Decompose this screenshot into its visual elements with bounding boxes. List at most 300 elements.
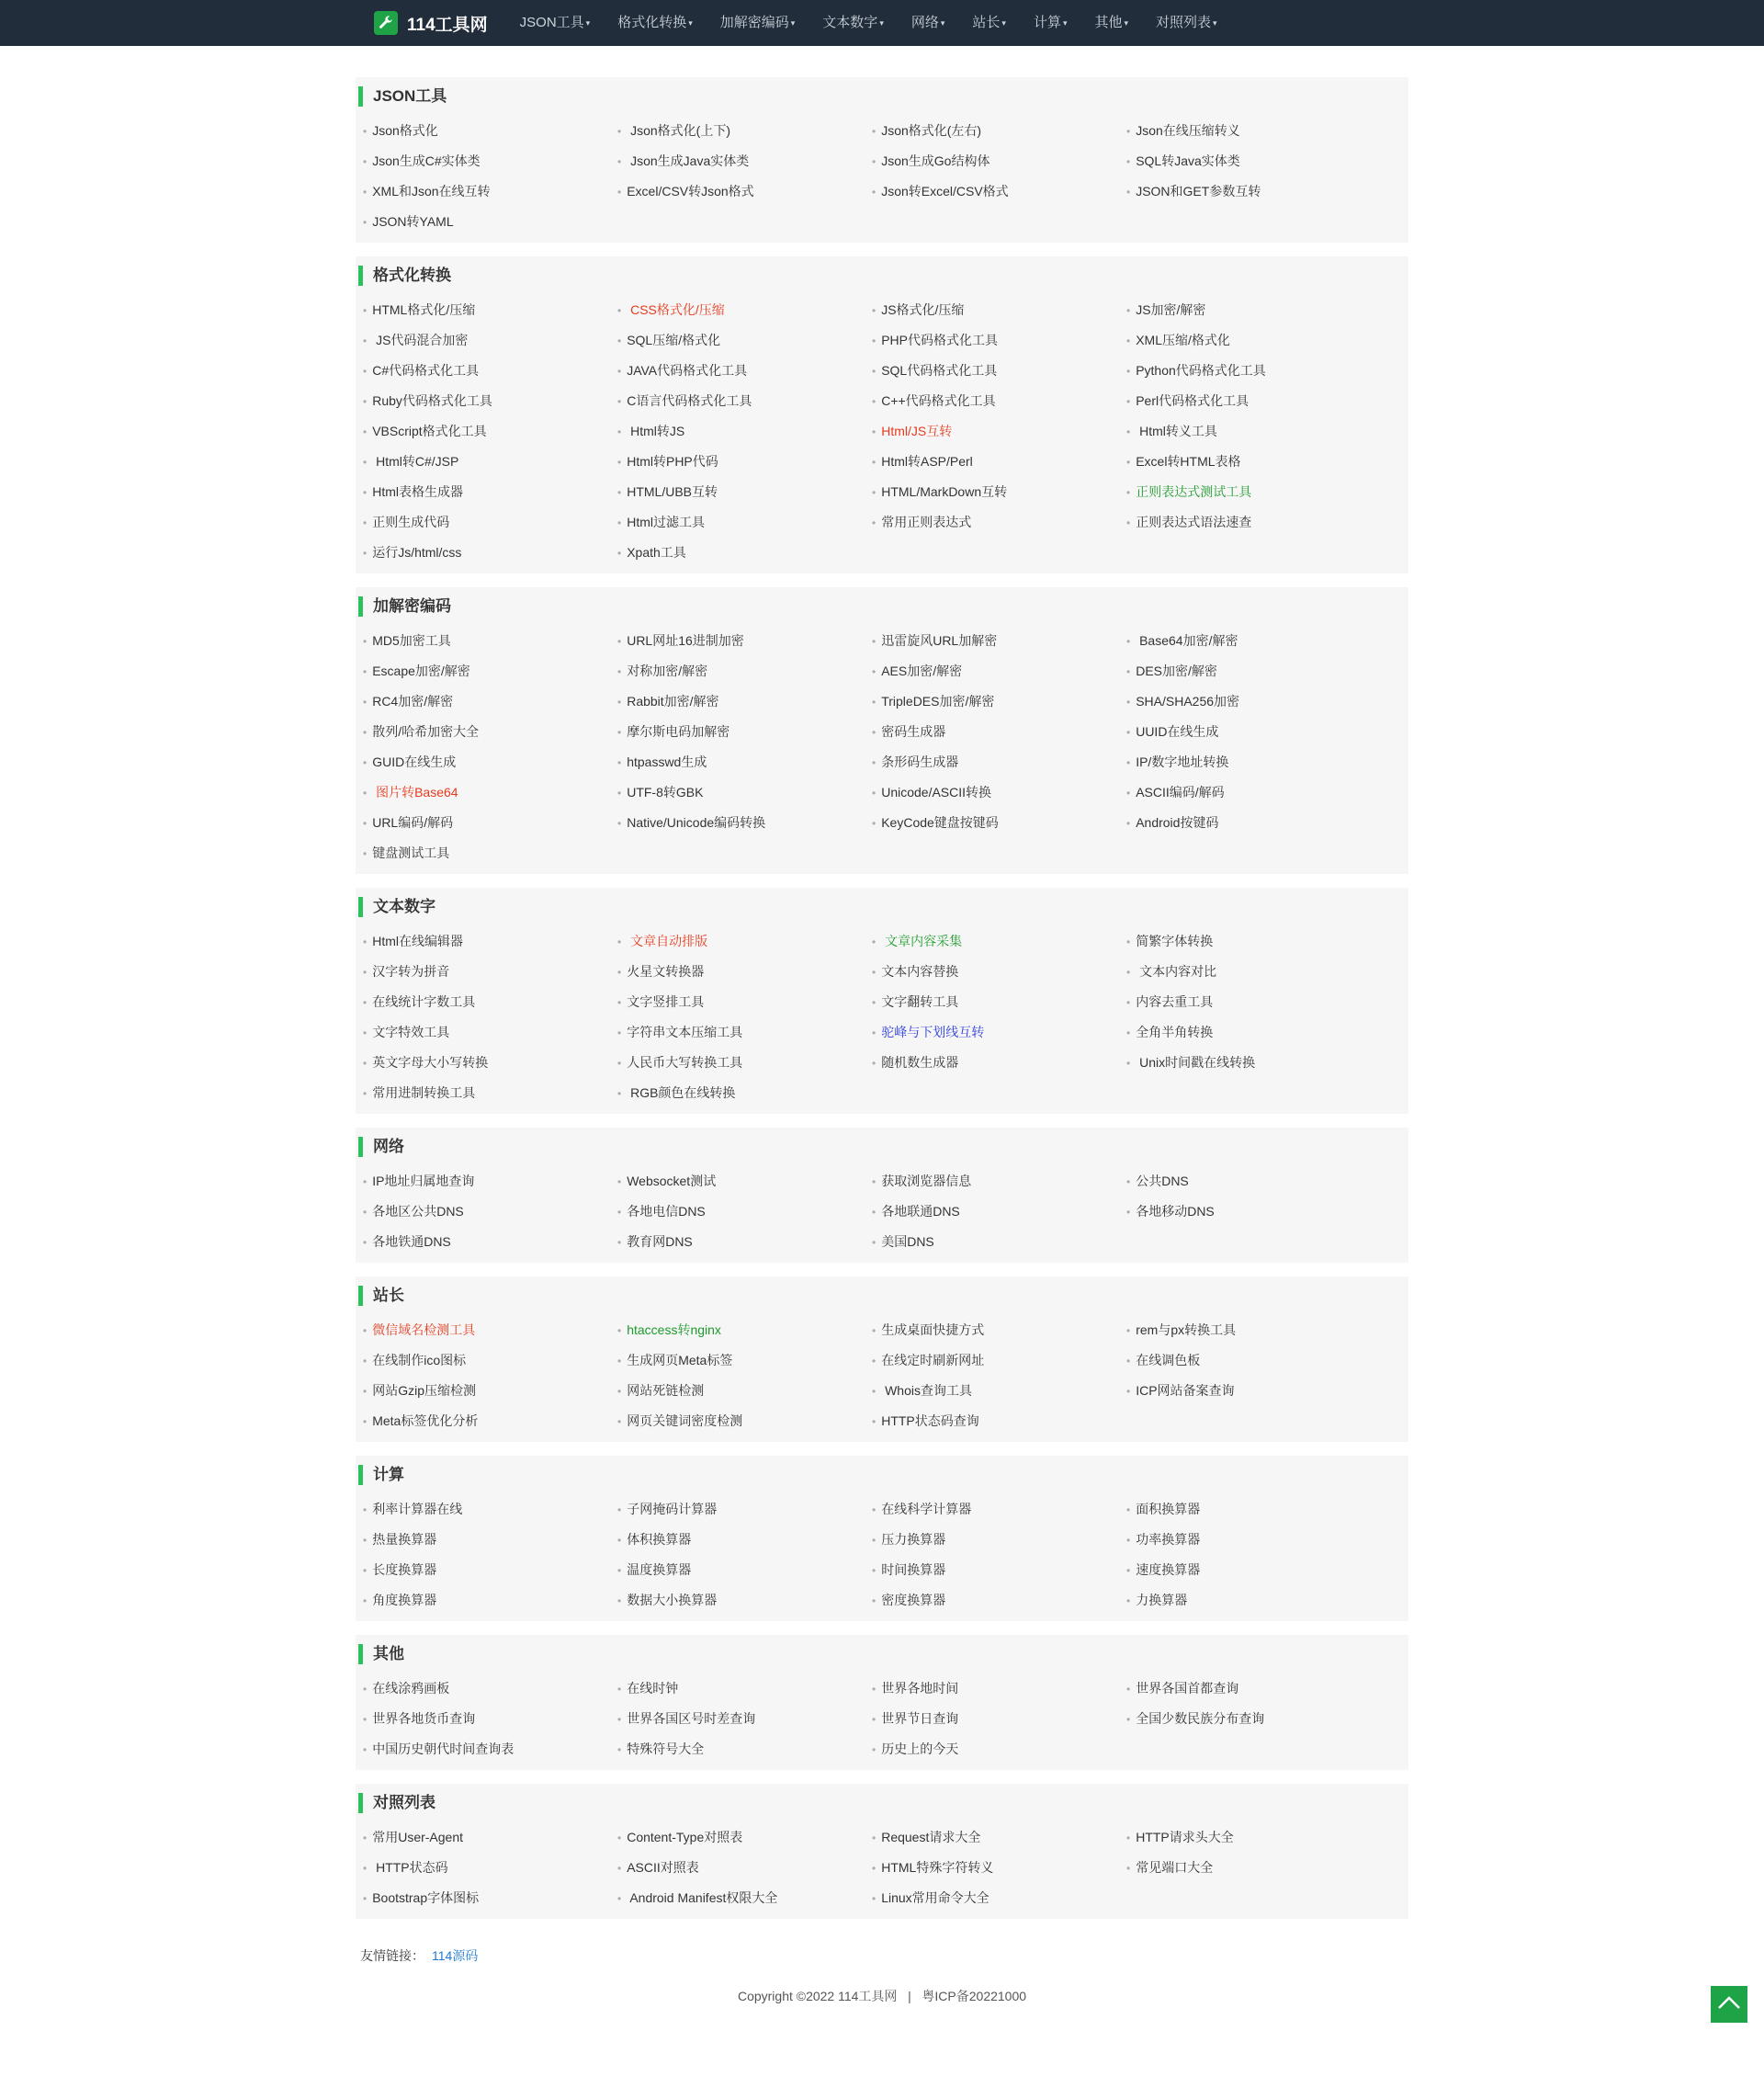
tool-link-label: 随机数生成器 bbox=[881, 1055, 959, 1070]
bullet-icon: • bbox=[617, 696, 622, 709]
tool-link[interactable] bbox=[617, 808, 872, 838]
tool-link[interactable] bbox=[872, 926, 1126, 957]
tool-link[interactable] bbox=[617, 116, 872, 146]
bullet-icon: • bbox=[872, 1564, 876, 1577]
tool-link-label: 生成网页Meta标签 bbox=[627, 1353, 733, 1367]
tool-link[interactable] bbox=[363, 1078, 617, 1108]
bullet-icon: • bbox=[617, 966, 622, 979]
bullet-icon: • bbox=[872, 996, 876, 1009]
tool-link[interactable] bbox=[1126, 507, 1381, 538]
tool-link-list bbox=[356, 626, 1408, 868]
tool-link-label: Html转ASP/Perl bbox=[881, 454, 973, 469]
tool-link[interactable] bbox=[363, 626, 617, 656]
tool-link[interactable] bbox=[363, 1704, 617, 1734]
tool-link[interactable] bbox=[872, 1048, 1126, 1078]
tool-link[interactable] bbox=[1126, 356, 1381, 386]
tool-link[interactable] bbox=[363, 987, 617, 1017]
tool-section bbox=[356, 77, 1408, 243]
tool-link[interactable] bbox=[617, 1525, 872, 1555]
tool-link[interactable] bbox=[617, 1494, 872, 1525]
tool-link-label: 面积换算器 bbox=[1136, 1502, 1201, 1516]
tool-link[interactable] bbox=[872, 1585, 1126, 1616]
tool-link[interactable] bbox=[617, 987, 872, 1017]
section-title: JSON工具 bbox=[358, 86, 1408, 107]
tool-link-label: 长度换算器 bbox=[372, 1562, 437, 1577]
tool-link-label: Json转Excel/CSV格式 bbox=[881, 184, 1009, 199]
tool-section bbox=[356, 1456, 1408, 1621]
nav-item[interactable] bbox=[506, 0, 605, 46]
tool-link[interactable] bbox=[872, 1704, 1126, 1734]
bullet-icon: • bbox=[872, 1892, 876, 1905]
tool-link[interactable] bbox=[1126, 1704, 1381, 1734]
tool-link[interactable] bbox=[363, 1315, 617, 1345]
bullet-icon: • bbox=[1126, 1683, 1131, 1696]
tool-link[interactable] bbox=[363, 477, 617, 507]
tool-link[interactable] bbox=[1126, 416, 1381, 447]
tool-link[interactable] bbox=[617, 538, 872, 568]
tool-link[interactable] bbox=[363, 1822, 617, 1853]
bullet-icon: • bbox=[872, 1057, 876, 1070]
tool-link[interactable] bbox=[363, 1673, 617, 1704]
tool-link-label: 各地移动DNS bbox=[1136, 1204, 1215, 1219]
tool-link[interactable] bbox=[617, 386, 872, 416]
tool-link[interactable] bbox=[617, 1673, 872, 1704]
tool-link[interactable] bbox=[363, 116, 617, 146]
bullet-icon: • bbox=[617, 395, 622, 408]
tool-link-label: RC4加密/解密 bbox=[372, 694, 454, 709]
tool-link[interactable] bbox=[617, 1376, 872, 1406]
tool-link[interactable] bbox=[1126, 1525, 1381, 1555]
bullet-icon: • bbox=[1126, 817, 1131, 830]
tool-link[interactable] bbox=[872, 507, 1126, 538]
tool-link-label: Json格式化(左右) bbox=[881, 123, 982, 138]
tool-link-label: Android按键码 bbox=[1136, 815, 1219, 830]
tool-link[interactable] bbox=[1126, 1166, 1381, 1197]
tool-link[interactable] bbox=[1126, 477, 1381, 507]
bullet-icon: • bbox=[1126, 1713, 1131, 1726]
tool-link[interactable] bbox=[617, 356, 872, 386]
tool-section bbox=[356, 1128, 1408, 1263]
tool-link[interactable] bbox=[1126, 1853, 1381, 1883]
tool-link[interactable] bbox=[872, 1853, 1126, 1883]
tool-link[interactable] bbox=[617, 507, 872, 538]
bullet-icon: • bbox=[872, 186, 876, 199]
nav-item[interactable] bbox=[898, 0, 959, 46]
tool-link[interactable] bbox=[617, 1734, 872, 1764]
tool-link[interactable] bbox=[363, 447, 617, 477]
tool-link[interactable] bbox=[363, 176, 617, 207]
friend-link[interactable]: 114源码 bbox=[432, 1948, 479, 1963]
tool-link[interactable] bbox=[1126, 325, 1381, 356]
caret-down-icon: ▾ bbox=[1124, 18, 1129, 28]
tool-link[interactable] bbox=[872, 146, 1126, 176]
tool-link[interactable] bbox=[617, 1555, 872, 1585]
tool-link[interactable] bbox=[363, 295, 617, 325]
nav-item-label: JSON工具 bbox=[519, 14, 584, 30]
tool-link[interactable] bbox=[363, 1734, 617, 1764]
bullet-icon: • bbox=[617, 726, 622, 739]
bullet-icon: • bbox=[872, 726, 876, 739]
tool-link[interactable] bbox=[872, 416, 1126, 447]
tool-link-label: 英文字母大小写转换 bbox=[372, 1055, 489, 1070]
tool-section bbox=[356, 1784, 1408, 1919]
tool-link[interactable] bbox=[1126, 747, 1381, 777]
bullet-icon: • bbox=[872, 1503, 876, 1516]
bullet-icon: • bbox=[363, 1415, 368, 1428]
tool-link[interactable] bbox=[872, 1494, 1126, 1525]
nav-item[interactable] bbox=[1020, 0, 1081, 46]
tool-link[interactable] bbox=[1126, 1376, 1381, 1406]
tool-link-label: 各地铁通DNS bbox=[372, 1234, 451, 1249]
tool-link[interactable] bbox=[1126, 656, 1381, 686]
bullet-icon: • bbox=[617, 817, 622, 830]
bullet-icon: • bbox=[872, 335, 876, 347]
bullet-icon: • bbox=[617, 547, 622, 560]
bullet-icon: • bbox=[363, 365, 368, 378]
tool-link[interactable] bbox=[617, 447, 872, 477]
tool-link[interactable] bbox=[363, 356, 617, 386]
tool-link[interactable] bbox=[617, 926, 872, 957]
tool-link[interactable] bbox=[617, 1227, 872, 1257]
tool-link[interactable] bbox=[617, 957, 872, 987]
tool-link[interactable] bbox=[617, 477, 872, 507]
bullet-icon: • bbox=[872, 1206, 876, 1219]
tool-link[interactable] bbox=[363, 808, 617, 838]
tool-link[interactable] bbox=[363, 1883, 617, 1913]
tool-link-label: RGB颜色在线转换 bbox=[627, 1085, 736, 1100]
tool-link[interactable] bbox=[872, 1673, 1126, 1704]
tool-link-list bbox=[356, 295, 1408, 568]
section-title: 对照列表 bbox=[358, 1793, 1408, 1813]
tool-link-label: 获取浏览器信息 bbox=[881, 1174, 972, 1188]
tool-link[interactable] bbox=[1126, 146, 1381, 176]
tool-link-label: 全国少数民族分布查询 bbox=[1136, 1711, 1265, 1726]
bullet-icon: • bbox=[1126, 1534, 1131, 1547]
tool-link[interactable] bbox=[872, 987, 1126, 1017]
tool-link[interactable] bbox=[363, 1853, 617, 1883]
tool-link[interactable] bbox=[872, 1734, 1126, 1764]
tool-link[interactable] bbox=[872, 1883, 1126, 1913]
tool-link[interactable] bbox=[1126, 777, 1381, 808]
section-title: 站长 bbox=[358, 1286, 1408, 1306]
tool-link[interactable] bbox=[363, 538, 617, 568]
tool-link[interactable] bbox=[363, 1197, 617, 1227]
tool-link[interactable] bbox=[617, 1078, 872, 1108]
tool-link[interactable] bbox=[363, 957, 617, 987]
tool-link[interactable] bbox=[363, 1525, 617, 1555]
tool-link-label: 文本内容对比 bbox=[1136, 964, 1217, 979]
tool-link[interactable] bbox=[872, 957, 1126, 987]
nav-item[interactable] bbox=[808, 0, 898, 46]
tool-link[interactable] bbox=[872, 477, 1126, 507]
bullet-icon: • bbox=[363, 1206, 368, 1219]
tool-link[interactable] bbox=[617, 146, 872, 176]
bottom-area bbox=[356, 1946, 1408, 2005]
tool-link-label: 火星文转换器 bbox=[627, 964, 705, 979]
tool-link[interactable] bbox=[617, 1822, 872, 1853]
nav-item-label: 网络 bbox=[910, 14, 939, 30]
tool-link[interactable] bbox=[617, 1406, 872, 1436]
tool-link[interactable] bbox=[872, 626, 1126, 656]
tool-link-label: 各地联通DNS bbox=[881, 1204, 960, 1219]
tool-link[interactable] bbox=[363, 838, 617, 868]
bullet-icon: • bbox=[363, 1534, 368, 1547]
tool-link[interactable] bbox=[1126, 626, 1381, 656]
tool-link[interactable] bbox=[872, 1376, 1126, 1406]
tool-link[interactable] bbox=[363, 717, 617, 747]
bullet-icon: • bbox=[1126, 787, 1131, 800]
bullet-icon: • bbox=[617, 1503, 622, 1516]
tool-link[interactable] bbox=[363, 1017, 617, 1048]
tool-link[interactable] bbox=[872, 325, 1126, 356]
bullet-icon: • bbox=[1126, 966, 1131, 979]
tool-link-label: HTTP状态码 bbox=[372, 1860, 448, 1875]
tool-link[interactable] bbox=[872, 1406, 1126, 1436]
tool-link-label: URL编码/解码 bbox=[372, 815, 454, 830]
tool-link[interactable] bbox=[617, 1315, 872, 1345]
tool-link[interactable] bbox=[872, 656, 1126, 686]
tool-link-label: 温度换算器 bbox=[627, 1562, 692, 1577]
tool-link-label: 文字竖排工具 bbox=[627, 994, 705, 1009]
tool-link[interactable] bbox=[872, 1166, 1126, 1197]
tool-link[interactable] bbox=[363, 656, 617, 686]
section-title: 加解密编码 bbox=[358, 596, 1408, 617]
tool-link[interactable] bbox=[1126, 447, 1381, 477]
tool-link[interactable] bbox=[872, 295, 1126, 325]
tool-link[interactable] bbox=[872, 356, 1126, 386]
tool-link[interactable] bbox=[617, 656, 872, 686]
tool-link[interactable] bbox=[617, 777, 872, 808]
tool-link-label: Json生成Java实体类 bbox=[627, 153, 750, 168]
bullet-icon: • bbox=[617, 365, 622, 378]
bullet-icon: • bbox=[617, 335, 622, 347]
tool-link[interactable] bbox=[872, 386, 1126, 416]
tool-link[interactable] bbox=[1126, 1048, 1381, 1078]
tool-link[interactable] bbox=[1126, 686, 1381, 717]
section-title: 格式化转换 bbox=[358, 266, 1408, 286]
tool-link[interactable] bbox=[363, 1166, 617, 1197]
tool-link[interactable] bbox=[872, 1197, 1126, 1227]
bullet-icon: • bbox=[1126, 665, 1131, 678]
bullet-icon: • bbox=[872, 817, 876, 830]
tool-link-label: Request请求大全 bbox=[881, 1830, 981, 1844]
tool-link[interactable] bbox=[1126, 1822, 1381, 1853]
tool-link[interactable] bbox=[1126, 295, 1381, 325]
top-navbar bbox=[0, 0, 1764, 46]
tool-link-label: 世界各国首都查询 bbox=[1136, 1681, 1239, 1696]
nav-item[interactable] bbox=[604, 0, 707, 46]
tool-link[interactable] bbox=[1126, 1345, 1381, 1376]
arrow-up-icon bbox=[1717, 1995, 1741, 2014]
bullet-icon: • bbox=[1126, 456, 1131, 469]
tool-link[interactable] bbox=[363, 1345, 617, 1376]
tool-link-label: 生成桌面快捷方式 bbox=[881, 1322, 985, 1337]
tool-link-label: 散列/哈希加密大全 bbox=[372, 724, 480, 739]
tool-link[interactable] bbox=[617, 416, 872, 447]
tool-link[interactable] bbox=[617, 1704, 872, 1734]
bullet-icon: • bbox=[617, 1832, 622, 1844]
bullet-icon: • bbox=[617, 1683, 622, 1696]
tool-link[interactable] bbox=[1126, 926, 1381, 957]
tool-link[interactable] bbox=[617, 717, 872, 747]
tool-link[interactable] bbox=[872, 176, 1126, 207]
tool-link[interactable] bbox=[363, 1494, 617, 1525]
tool-link[interactable] bbox=[363, 1585, 617, 1616]
tool-link[interactable] bbox=[363, 386, 617, 416]
tool-link[interactable] bbox=[363, 1227, 617, 1257]
tool-link-label: htaccess转nginx bbox=[627, 1322, 721, 1337]
tool-link-list bbox=[356, 926, 1408, 1108]
tool-link-label: htpasswd生成 bbox=[627, 754, 707, 769]
nav-item[interactable] bbox=[1142, 0, 1231, 46]
tool-link-label: 在线时钟 bbox=[627, 1681, 679, 1696]
tool-link[interactable] bbox=[1126, 987, 1381, 1017]
tool-link[interactable] bbox=[363, 777, 617, 808]
tool-link[interactable] bbox=[617, 295, 872, 325]
tool-link[interactable] bbox=[872, 1315, 1126, 1345]
tool-link-label: SQL转Java实体类 bbox=[1136, 153, 1240, 168]
tool-link[interactable] bbox=[1126, 1555, 1381, 1585]
tool-link[interactable] bbox=[1126, 1494, 1381, 1525]
bullet-icon: • bbox=[617, 1713, 622, 1726]
bullet-icon: • bbox=[617, 1415, 622, 1428]
bullet-icon: • bbox=[363, 547, 368, 560]
tool-link[interactable] bbox=[1126, 176, 1381, 207]
tool-link-list bbox=[356, 116, 1408, 237]
tool-link[interactable] bbox=[872, 777, 1126, 808]
tool-link-label: C语言代码格式化工具 bbox=[627, 393, 752, 408]
bullet-icon: • bbox=[363, 1503, 368, 1516]
tool-link[interactable] bbox=[1126, 1197, 1381, 1227]
bullet-icon: • bbox=[617, 1862, 622, 1875]
tool-link[interactable] bbox=[617, 1197, 872, 1227]
tool-link[interactable] bbox=[1126, 386, 1381, 416]
nav-item[interactable] bbox=[1080, 0, 1142, 46]
tool-link[interactable] bbox=[363, 747, 617, 777]
tool-link[interactable] bbox=[617, 747, 872, 777]
bullet-icon: • bbox=[363, 1385, 368, 1398]
tool-link[interactable] bbox=[617, 1048, 872, 1078]
tool-link-label: 在线调色板 bbox=[1136, 1353, 1201, 1367]
footer-copyright: Copyright ©2022 114工具网 | 粤ICP备20221000 bbox=[737, 1989, 1027, 2003]
bullet-icon: • bbox=[363, 335, 368, 347]
tool-link-label: 中国历史朝代时间查询表 bbox=[372, 1741, 514, 1756]
caret-down-icon: ▾ bbox=[688, 18, 693, 28]
tool-link-label: 正则生成代码 bbox=[372, 515, 450, 529]
bullet-icon: • bbox=[363, 1683, 368, 1696]
tool-link[interactable] bbox=[1126, 717, 1381, 747]
tool-link[interactable] bbox=[363, 507, 617, 538]
tool-link[interactable] bbox=[1126, 116, 1381, 146]
tool-link[interactable] bbox=[363, 146, 617, 176]
tool-link[interactable] bbox=[363, 926, 617, 957]
tool-link-label: Base64加密/解密 bbox=[1136, 633, 1238, 648]
bullet-icon: • bbox=[1126, 1832, 1131, 1844]
bullet-icon: • bbox=[872, 456, 876, 469]
bullet-icon: • bbox=[617, 1206, 622, 1219]
tool-link[interactable] bbox=[1126, 1673, 1381, 1704]
tool-link[interactable] bbox=[363, 686, 617, 717]
tool-link-label: 密码生成器 bbox=[881, 724, 946, 739]
tool-link[interactable] bbox=[617, 1883, 872, 1913]
nav-item-label: 计算 bbox=[1033, 14, 1061, 30]
tool-link[interactable] bbox=[872, 717, 1126, 747]
tool-link[interactable] bbox=[872, 808, 1126, 838]
nav-item[interactable] bbox=[958, 0, 1020, 46]
tool-link[interactable] bbox=[1126, 957, 1381, 987]
tool-link-label: Unix时间戳在线转换 bbox=[1136, 1055, 1256, 1070]
tool-link-label: DES加密/解密 bbox=[1136, 664, 1217, 678]
bullet-icon: • bbox=[617, 1564, 622, 1577]
bullet-icon: • bbox=[617, 425, 622, 438]
tool-link[interactable] bbox=[363, 1048, 617, 1078]
tool-link-label: JAVA代码格式化工具 bbox=[627, 363, 748, 378]
tool-link[interactable] bbox=[363, 1376, 617, 1406]
tool-link[interactable] bbox=[872, 116, 1126, 146]
tool-link[interactable] bbox=[1126, 808, 1381, 838]
tool-link-label: C#代码格式化工具 bbox=[372, 363, 480, 378]
tool-link[interactable] bbox=[617, 1585, 872, 1616]
tool-link[interactable] bbox=[617, 686, 872, 717]
bullet-icon: • bbox=[363, 1324, 368, 1337]
bullet-icon: • bbox=[363, 1087, 368, 1100]
bullet-icon: • bbox=[872, 1027, 876, 1039]
tool-link-label: 字符串文本压缩工具 bbox=[627, 1025, 743, 1039]
tool-link[interactable] bbox=[1126, 1017, 1381, 1048]
tool-link[interactable] bbox=[363, 1406, 617, 1436]
tool-link[interactable] bbox=[872, 1345, 1126, 1376]
tool-link[interactable] bbox=[363, 416, 617, 447]
tool-link[interactable] bbox=[617, 176, 872, 207]
tool-link[interactable] bbox=[872, 1822, 1126, 1853]
bullet-icon: • bbox=[363, 1057, 368, 1070]
tool-link[interactable] bbox=[617, 1853, 872, 1883]
tool-link-label: 常用User-Agent bbox=[372, 1830, 464, 1844]
tool-link-label: JS格式化/压缩 bbox=[881, 302, 965, 317]
tool-link[interactable] bbox=[363, 325, 617, 356]
tool-link[interactable] bbox=[872, 1017, 1126, 1048]
bullet-icon: • bbox=[617, 1324, 622, 1337]
bullet-icon: • bbox=[872, 1862, 876, 1875]
tool-link[interactable] bbox=[363, 1555, 617, 1585]
tool-link[interactable] bbox=[1126, 1585, 1381, 1616]
tool-link[interactable] bbox=[617, 1166, 872, 1197]
tool-link[interactable] bbox=[872, 686, 1126, 717]
tool-link-label: IP/数字地址转换 bbox=[1136, 754, 1229, 769]
tool-link[interactable] bbox=[872, 1555, 1126, 1585]
tool-link[interactable] bbox=[617, 1017, 872, 1048]
brand-logo[interactable] bbox=[374, 11, 488, 36]
tool-link[interactable] bbox=[617, 626, 872, 656]
back-to-top-button[interactable] bbox=[1711, 1986, 1747, 2023]
tool-link-label: URL网址16进制加密 bbox=[627, 633, 744, 648]
tool-link[interactable] bbox=[872, 1525, 1126, 1555]
nav-item[interactable] bbox=[707, 0, 809, 46]
tool-link[interactable] bbox=[617, 325, 872, 356]
tool-link[interactable] bbox=[617, 1345, 872, 1376]
friend-links-label: 友情链接： bbox=[360, 1948, 424, 1963]
tool-link[interactable] bbox=[1126, 1315, 1381, 1345]
tool-link-label: Html转C#/JSP bbox=[372, 454, 459, 469]
tool-link[interactable] bbox=[872, 447, 1126, 477]
tool-link[interactable] bbox=[363, 207, 617, 237]
tool-section bbox=[356, 587, 1408, 874]
tool-link[interactable] bbox=[872, 747, 1126, 777]
bullet-icon: • bbox=[1126, 1175, 1131, 1188]
tool-link[interactable] bbox=[872, 1227, 1126, 1257]
bullet-icon: • bbox=[872, 696, 876, 709]
tool-link-label: 条形码生成器 bbox=[881, 754, 959, 769]
